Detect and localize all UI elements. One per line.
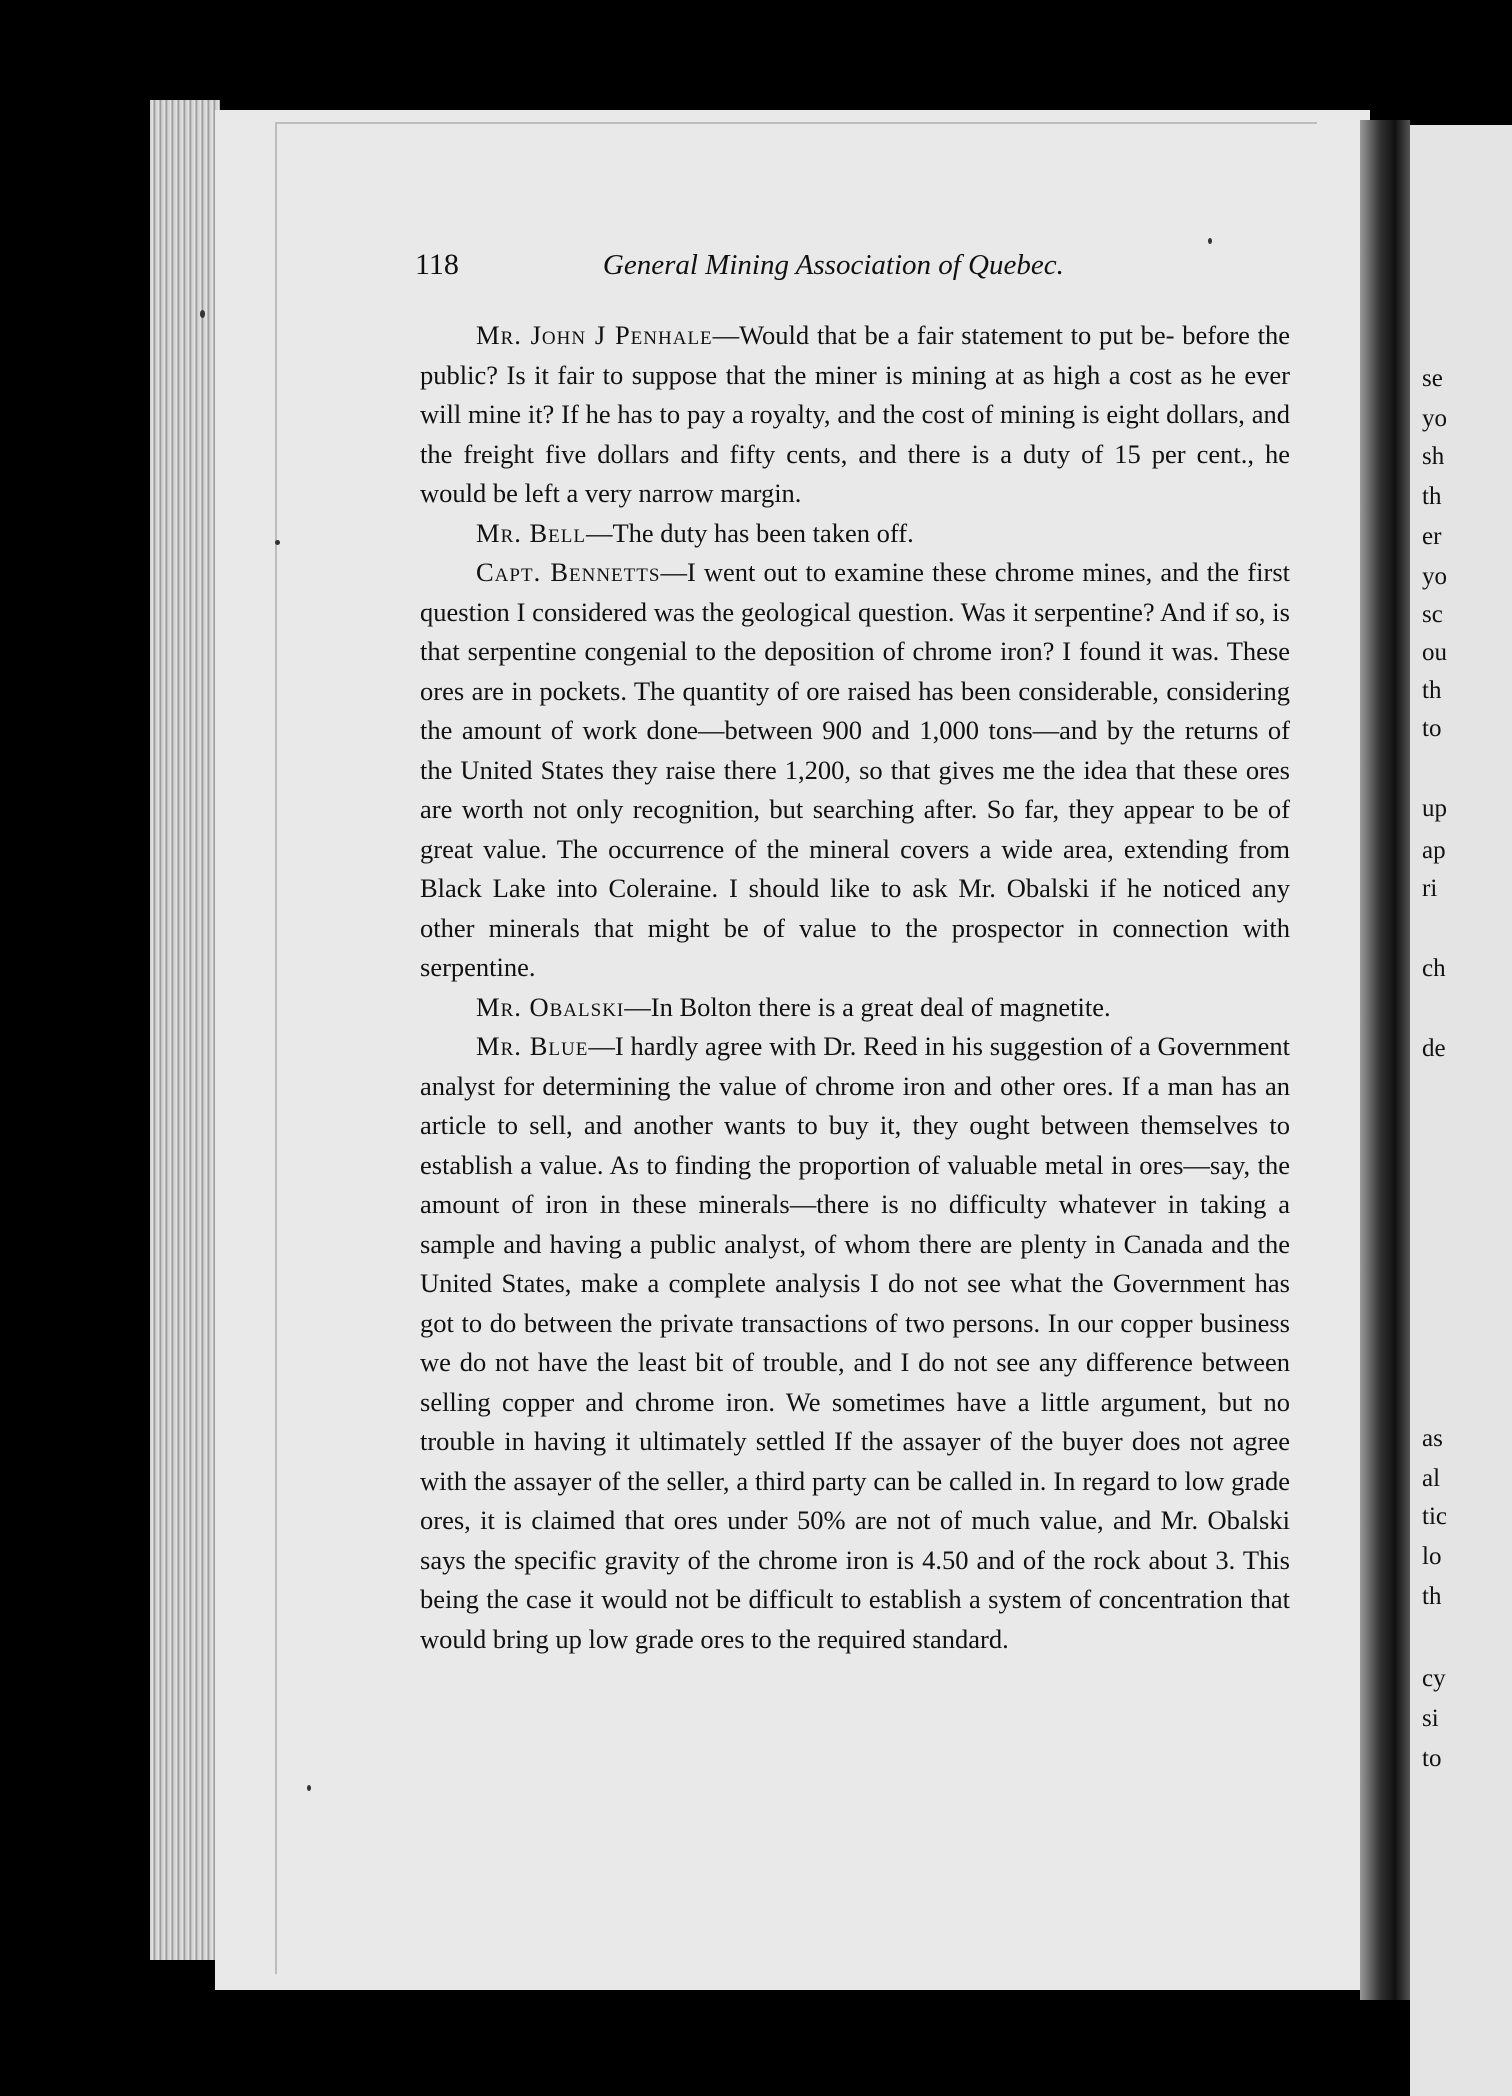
scan-speck [307,1785,311,1791]
facing-page-fragment: de [1422,1035,1446,1062]
facing-page-fragment: yo [1422,563,1447,590]
facing-page [1410,125,1512,2096]
speaker-name: Mr. Blue [476,1031,589,1061]
scan-speck [200,310,205,318]
facing-page-fragment: lo [1422,1543,1442,1570]
facing-page-fragment: ri [1422,875,1438,902]
paragraph-text: —In Bolton there is a great deal of magnetite. [624,991,1111,1022]
facing-page-fragment: th [1422,483,1442,510]
facing-page-fragment: ch [1422,955,1446,982]
speaker-name: Mr. Obalski [476,991,625,1022]
facing-page-fragment: se [1422,365,1443,392]
facing-page-fragment: sc [1422,601,1443,628]
speaker-name: Mr. John J Penhale [476,320,713,350]
facing-page-fragment: er [1422,523,1442,550]
facing-page-fragment: cy [1422,1665,1446,1692]
paragraph [420,514,1290,554]
facing-page-fragment: yo [1422,405,1447,432]
scan-speck [1208,238,1212,244]
facing-page-fragment: ou [1422,639,1447,666]
facing-page-fragment: to [1422,1745,1442,1772]
facing-page-fragment: to [1422,715,1442,742]
facing-page-fragment: al [1422,1465,1441,1492]
page-stack-edges [150,100,220,1960]
facing-page-fragment: th [1422,677,1442,704]
paragraph-text: —I hardly agree with Dr. Reed in his suggestion of a Government analyst for determining the value of chrome iron and other ores. If a man has an article to sell, and another wants to buy it, they ought between themselves to establish a value. As to finding the proportion of valuable metal in ores—say, the amount of iron in these minerals—there is no difficulty whatever in taking a sample and having a public analyst, of whom there are plenty in Canada and the United States, make a complete analysis I do not see what the Government has got to do between the private transactions of two persons. In our copper business we do not have the least bit of trouble, and I do not see any difference between selling copper and chrome iron. We sometimes have a little argument, but no trouble in having it ultimately settled If the assayer of the buyer does not agree with the assayer of the seller, a third party can be called in. In regard to low grade ores, it is claimed that ores under 50% are not of much value, and Mr. Obalski says the specific gravity of the chrome iron is 4.50 and of the rock about 3. This being the case it would not be difficult to establish a system of concentration that would bring up low grade ores to the required standard. [420,1031,1290,1654]
book-gutter-shadow [1360,120,1410,2000]
speaker-name: Capt. Bennetts [476,557,661,587]
paragraph [420,988,1290,1028]
facing-page-fragment: si [1422,1705,1439,1732]
paragraph-text: —The duty has been taken off. [585,517,914,548]
scan-speck [275,540,280,545]
facing-page-fragment: up [1422,795,1447,822]
speaker-name: Mr. Bell [476,517,586,548]
facing-page-fragment: sh [1422,443,1445,470]
paragraph-text: —Would that be a fair statement to put be- before the public? Is it fair to suppose that the miner is mining at as high a cost as he ever will mine it? If he has to pay a royalty, and the cost of mining is eight dollars, and the freight five dollars and fifty cents, and there is a duty of 15 per cent., he would be left a very narrow margin. [420,320,1290,508]
paragraph [420,316,1290,514]
facing-page-fragment: th [1422,1583,1442,1610]
page-number: 118 [415,248,459,281]
facing-page-fragment: as [1422,1425,1443,1452]
facing-page-fragment: tic [1422,1503,1447,1530]
page-header [415,248,1115,282]
running-title: General Mining Association of Quebec. [602,249,1064,281]
body-text [420,316,1290,1659]
paragraph [420,1027,1290,1659]
paragraph-text: —I went out to examine these chrome mines, and the first question I considered was the geological question. Was it serpentine? And if so, is that serpentine congenial to the deposition of chrome iron? I found it was. These ores are in pockets. The quantity of ore raised has been considerable, considering the amount of work done—between 900 and 1,000 tons—and by the returns of the United States they raise there 1,200, so that gives me the idea that these ores are worth not only recognition, but searching after. So far, they appear to be of great value. The occurrence of the mineral covers a wide area, extending from Black Lake into Coleraine. I should like to ask Mr. Obalski if he noticed any other minerals that might be of value to the prospector in connection with serpentine. [420,557,1290,982]
paragraph [420,553,1290,988]
facing-page-fragment: ap [1422,837,1446,864]
